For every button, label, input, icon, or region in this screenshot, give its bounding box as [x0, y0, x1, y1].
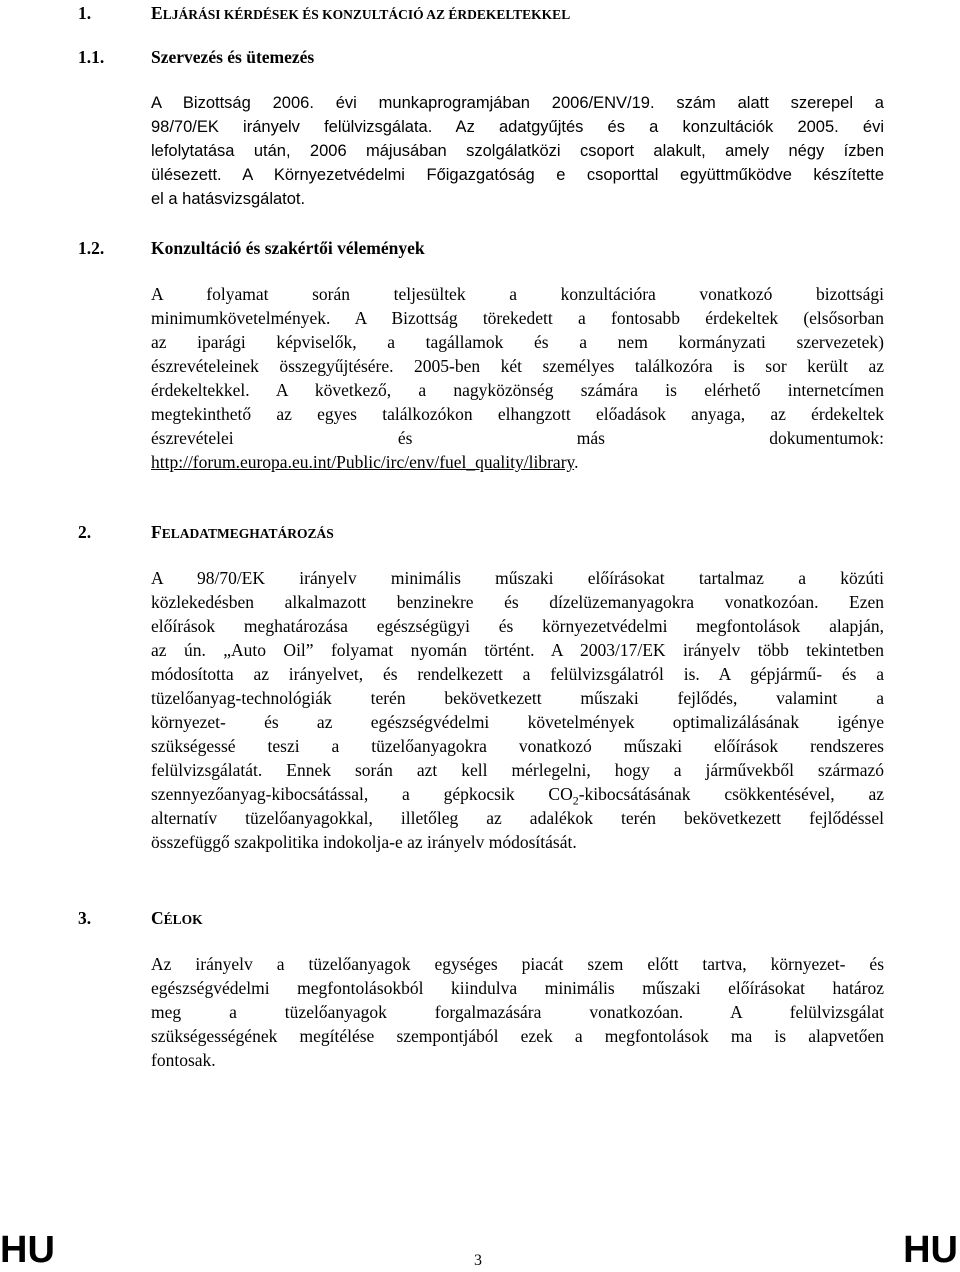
paragraph-line: közlekedésben alkalmazott benzinekre és dízelüzemanyagokra vonatkozóan. Ezen	[151, 592, 884, 612]
paragraph-line: el a hatásvizsgálatot.	[151, 190, 306, 208]
paragraph-line: felülvizsgálatát. Ennek során azt kell mérlegelni, hogy a járművekből származó	[151, 760, 884, 780]
section-3-title-initial: C	[151, 908, 164, 928]
paragraph-line: szükségességének megítélése szempontjából ezek a megfontolások ma is alapvetően	[151, 1026, 884, 1046]
library-link-line	[151, 450, 884, 474]
co2-text-after: -kibocsátásának csökkentésével, az	[578, 784, 884, 804]
subsection-1-2-paragraph	[151, 282, 884, 474]
paragraph-line: az ún. „Auto Oil” folyamat nyomán történt. A 2003/17/EK irányelv több tekintetben	[151, 640, 884, 660]
paragraph-line: összefüggő szakpolitika indokolja-e az irányelv módosítását.	[151, 832, 577, 852]
paragraph-line: környezet- és az egészségvédelmi követelmények optimalizálásának igénye	[151, 712, 884, 732]
paragraph-line: lefolytatása után, 2006 májusában szolgálatközi csoport alakult, amely négy ízben	[151, 142, 884, 160]
section-2-title-initial: F	[151, 522, 162, 542]
section-2-number: 2.	[78, 522, 92, 542]
section-1-title	[151, 1, 570, 27]
paragraph-line: ülésezett. A Környezetvédelmi Főigazgatóság e csoporttal együttműködve készítette	[151, 166, 884, 184]
library-link[interactable]: http://forum.europa.eu.int/Public/irc/env/fuel_quality/library	[151, 452, 575, 472]
section-3-paragraph	[151, 952, 884, 1072]
paragraph-line: A 98/70/EK irányelv minimális műszaki előírásokat tartalmaz a közúti	[151, 568, 884, 588]
subsection-1-1-title: Szervezés és ütemezés	[151, 47, 315, 67]
co2-text-before: szennyezőanyag-kibocsátással, a gépkocsik CO	[151, 784, 573, 804]
section-2-paragraph	[151, 566, 884, 854]
paragraph-line: A Bizottság 2006. évi munkaprogramjában 2006/ENV/19. szám alatt szerepel a	[151, 94, 884, 112]
co2-subscript: 2	[572, 793, 579, 806]
paragraph-line: szükségessé teszi a tüzelőanyagokra vonatkozó műszaki előírások rendszeres	[151, 736, 884, 756]
paragraph-line: az iparági képviselők, a tagállamok és a nem kormányzati szervezetek)	[151, 332, 884, 352]
subsection-1-1-number: 1.1.	[78, 47, 105, 67]
link-tail: .	[574, 452, 579, 472]
paragraph-line: alternatív tüzelőanyagokkal, illetőleg az adalékok terén bekövetkezett fejlődéssel	[151, 808, 884, 828]
paragraph-line: tüzelőanyag-technológiák terén bekövetkezett műszaki fejlődés, valamint a	[151, 688, 884, 708]
paragraph-line: módosította az irányelvet, és rendelkezett a felülvizsgálatról is. A gépjármű- és a	[151, 664, 884, 684]
section-1-title-rest: LJÁRÁSI KÉRDÉSEK ÉS KONZULTÁCIÓ AZ ÉRDEKELTEKKEL	[162, 7, 571, 22]
paragraph-line: meg a tüzelőanyagok forgalmazására vonatkozóan. A felülvizsgálat	[151, 1002, 884, 1022]
page-number: 3	[474, 1252, 482, 1269]
section-2-title	[151, 520, 334, 546]
paragraph-line: észrevételei és más dokumentumok:	[151, 428, 884, 448]
section-3-title-rest: ÉLOK	[163, 912, 203, 927]
paragraph-line: A folyamat során teljesültek a konzultációra vonatkozó bizottsági	[151, 284, 884, 304]
paragraph-line: előírások meghatározása egészségügyi és környezetvédelmi megfontolások alapján,	[151, 616, 884, 636]
subsection-1-2-title: Konzultáció és szakértői vélemények	[151, 238, 425, 258]
paragraph-line: egészségvédelmi megfontolásokból kiindulva minimális műszaki előírásokat határoz	[151, 978, 884, 998]
section-2-title-rest: ELADATMEGHATÁROZÁS	[161, 526, 334, 541]
paragraph-line: észrevételeinek összegyűjtésére. 2005-ben két személyes találkozóra is sor került az	[151, 356, 884, 376]
paragraph-line-co2	[151, 782, 884, 806]
subsection-1-1-paragraph	[151, 91, 884, 211]
paragraph-line: fontosak.	[151, 1050, 216, 1070]
paragraph-line: Az irányelv a tüzelőanyagok egységes piacát szem előtt tartva, környezet- és	[151, 954, 884, 974]
paragraph-line: érdekeltekkel. A következő, a nagyközönség számára is elérhető internetcímen	[151, 380, 884, 400]
section-1-title-initial: E	[151, 3, 163, 23]
section-3-number: 3.	[78, 908, 92, 928]
footer-language-left: HU	[0, 1229, 55, 1271]
paragraph-line: 98/70/EK irányelv felülvizsgálata. Az adatgyűjtés és a konzultációk 2005. évi	[151, 118, 884, 136]
paragraph-line: megtekinthető az egyes találkozókon elhangzott előadások anyaga, az érdekeltek	[151, 404, 884, 424]
section-3-title	[151, 906, 203, 932]
footer-language-right: HU	[903, 1229, 958, 1271]
subsection-1-2-number: 1.2.	[78, 238, 105, 258]
paragraph-line: minimumkövetelmények. A Bizottság törekedett a fontosabb érdekeltek (elsősorban	[151, 308, 884, 328]
section-1-number: 1.	[78, 3, 92, 23]
